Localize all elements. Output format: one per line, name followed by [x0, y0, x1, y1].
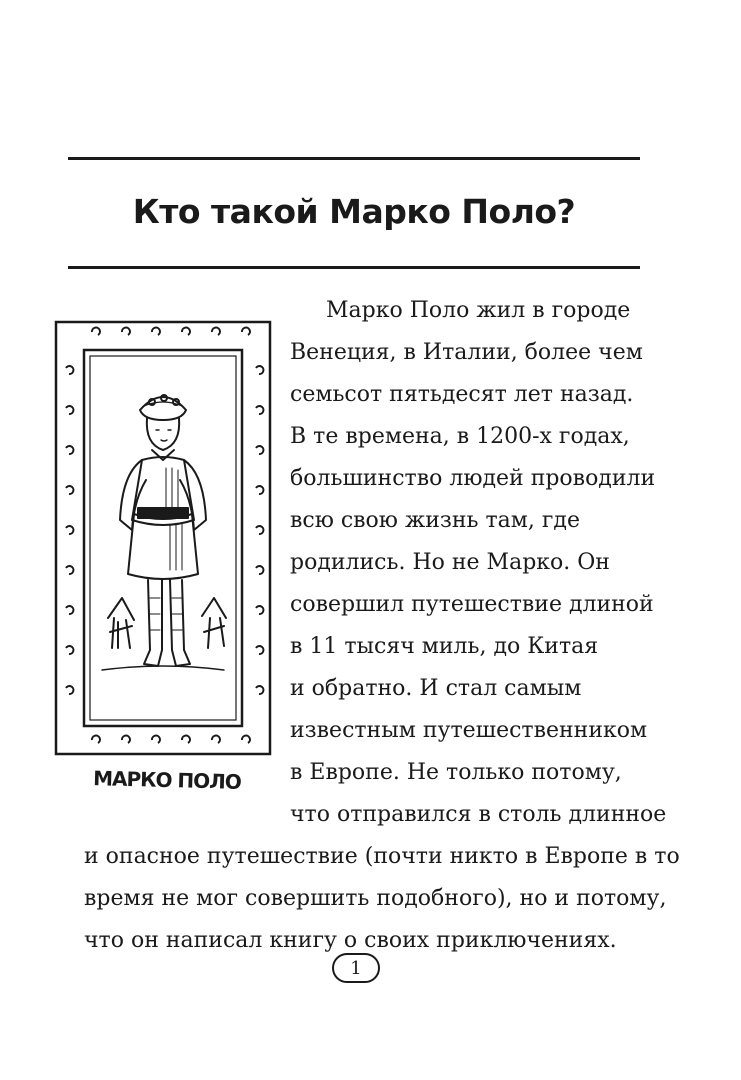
- body-line: и опасное путешествие (почти никто в Европе в то: [84, 844, 680, 869]
- body-line: в Европе. Не только потому,: [290, 760, 622, 785]
- body-line: время не мог совершить подобного), но и потому,: [84, 886, 667, 911]
- body-line: семьсот пятьдесят лет назад.: [290, 382, 634, 407]
- body-line: и обратно. И стал самым: [290, 676, 582, 701]
- page-number: 1: [332, 953, 380, 983]
- marco-polo-portrait-icon: [52, 318, 274, 758]
- body-line: Венеция, в Италии, более чем: [290, 340, 643, 365]
- body-line: всю свою жизнь там, где: [290, 508, 580, 533]
- illustration-caption: МАРКО ПОЛО: [92, 766, 242, 794]
- body-line: родились. Но не Марко. Он: [290, 550, 610, 575]
- bottom-rule: [68, 266, 640, 269]
- body-line: что он написал книгу о своих приключениях.: [84, 928, 617, 953]
- body-line: что отправился в столь длинное: [290, 802, 667, 827]
- body-line: В те времена, в 1200-х годах,: [290, 424, 630, 449]
- body-line: большинство людей проводили: [290, 466, 656, 491]
- body-line: Марко Поло жил в городе: [326, 298, 631, 323]
- body-line: в 11 тысяч миль, до Китая: [290, 634, 599, 659]
- top-rule: [68, 157, 640, 160]
- chapter-title: Кто такой Марко Поло?: [132, 192, 576, 231]
- body-line: известным путешественником: [290, 718, 648, 743]
- body-line: совершил путешествие длиной: [290, 592, 654, 617]
